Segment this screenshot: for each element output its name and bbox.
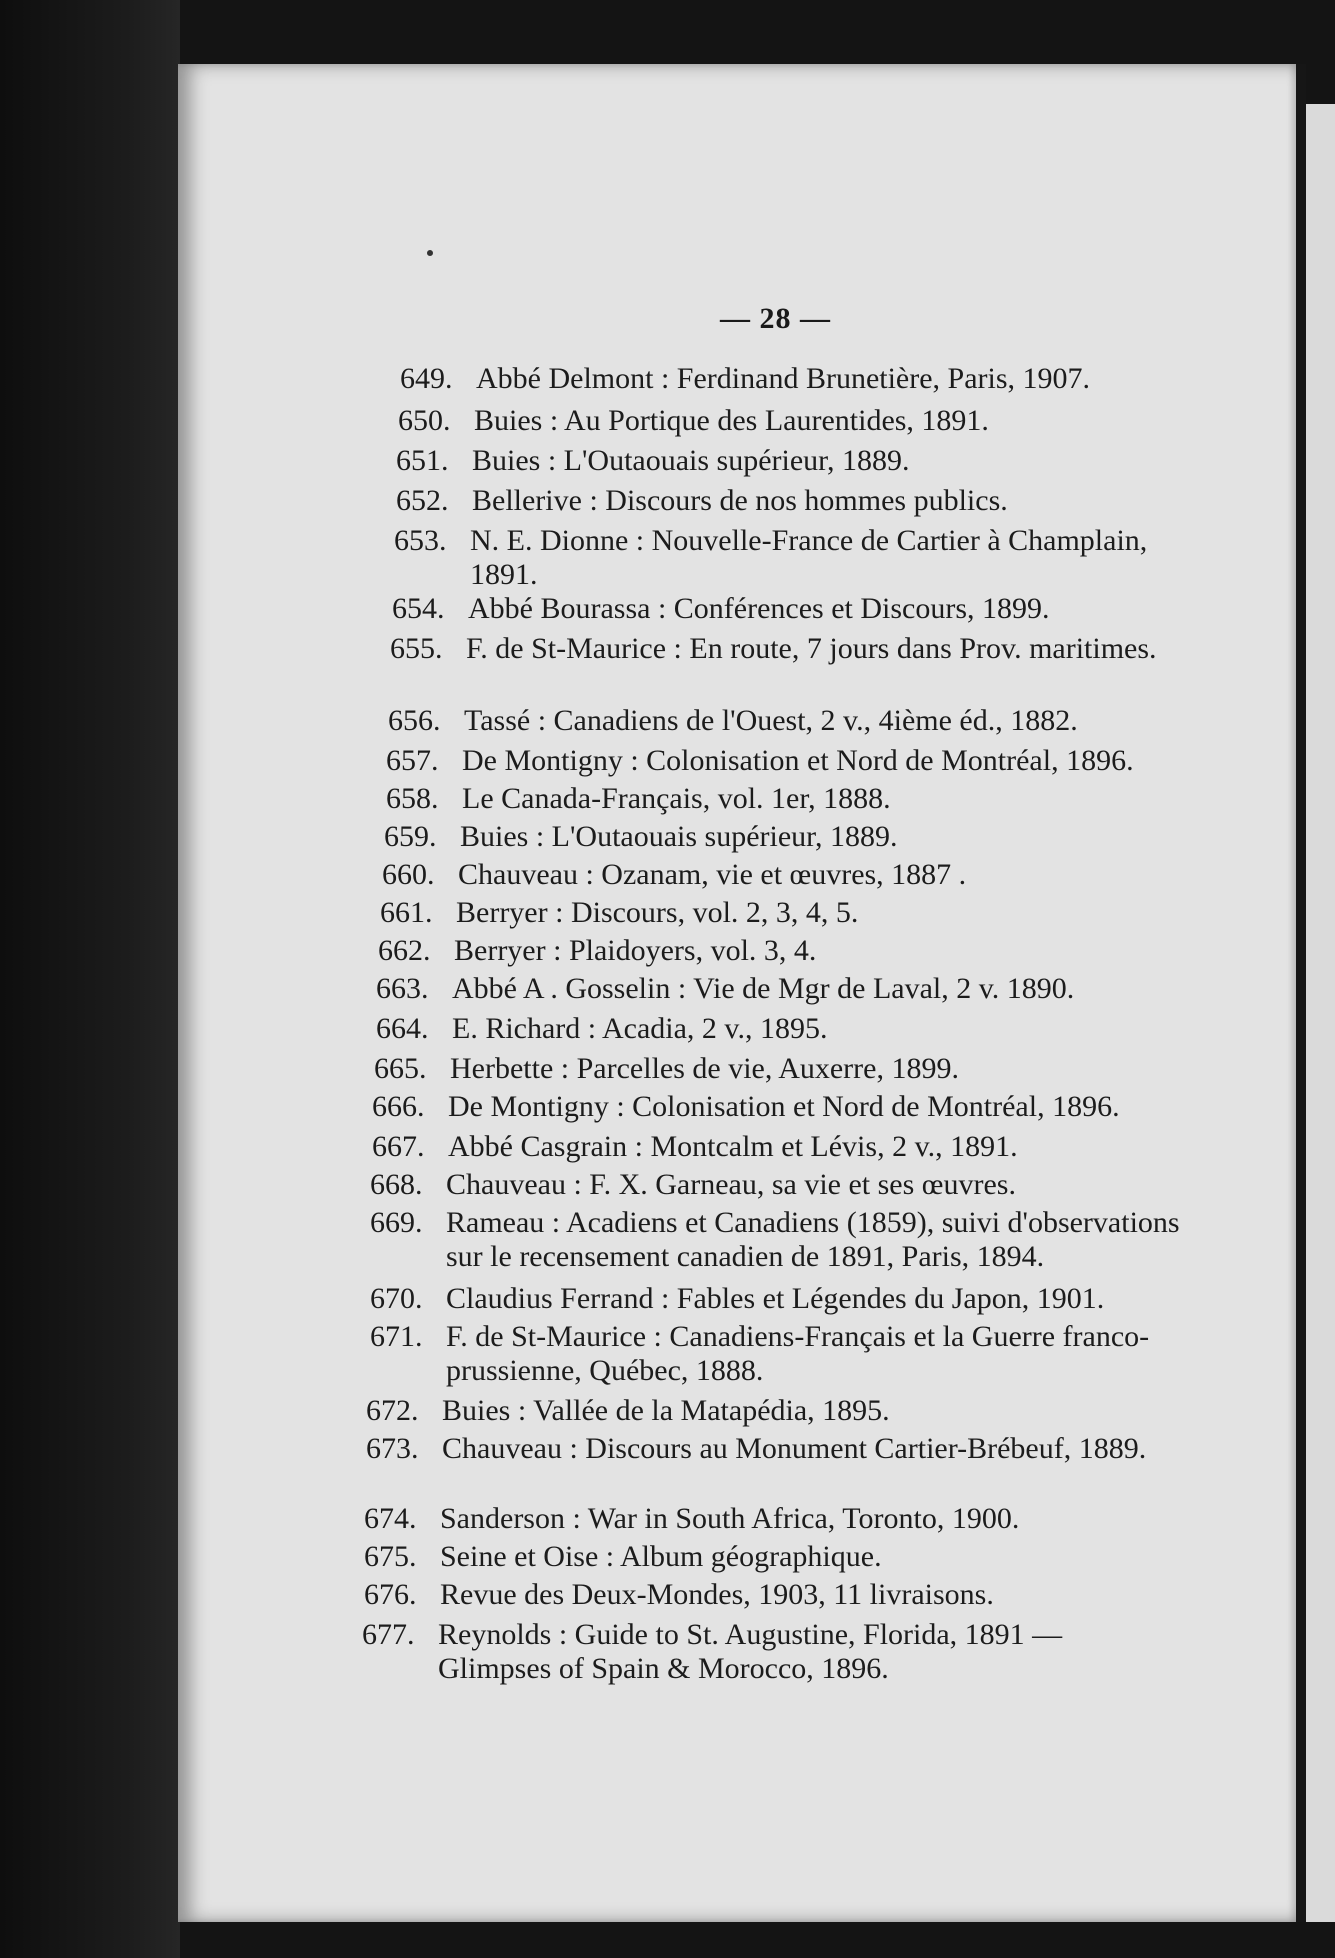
entry-number: 669. <box>370 1206 423 1239</box>
entry-number: 660. <box>382 858 435 891</box>
entry-number: 668. <box>370 1168 423 1201</box>
entry-text: Tassé : Canadiens de l'Ouest, 2 v., 4ième éd., 1882. <box>464 704 1078 737</box>
entry-number: 661. <box>380 896 433 929</box>
entry-number: 649. <box>400 362 453 395</box>
entry-text: Rameau : Acadiens et Canadiens (1859), suivi d'observations sur le recensement canadien de 1891, Paris, 1894. <box>446 1206 1180 1273</box>
entry-text: Berryer : Discours, vol. 2, 3, 4, 5. <box>456 896 859 929</box>
entry-text: Buies : Vallée de la Matapédia, 1895. <box>442 1394 890 1427</box>
entry-number: 671. <box>370 1320 423 1353</box>
entry-text: Seine et Oise : Album géographique. <box>440 1540 882 1573</box>
entry-text: Sanderson : War in South Africa, Toronto, 1900. <box>440 1502 1020 1535</box>
entry-text: Buies : L'Outaouais supérieur, 1889. <box>460 820 898 853</box>
entry-number: 675. <box>364 1540 417 1573</box>
entry-number: 651. <box>396 444 449 477</box>
entry-number: 663. <box>376 972 429 1005</box>
entry-number: 667. <box>372 1130 425 1163</box>
entry-text: Abbé Bourassa : Conférences et Discours, 1899. <box>468 592 1050 625</box>
entry-number: 676. <box>364 1578 417 1611</box>
entry-text: Abbé Delmont : Ferdinand Brunetière, Paris, 1907. <box>476 362 1091 395</box>
entry-text: Reynolds : Guide to St. Augustine, Florida, 1891 — Glimpses of Spain & Morocco, 1896. <box>438 1618 1063 1685</box>
entry-text: Herbette : Parcelles de vie, Auxerre, 1899. <box>450 1052 959 1085</box>
entry-text: Abbé Casgrain : Montcalm et Lévis, 2 v., 1891. <box>448 1130 1018 1163</box>
entry-number: 673. <box>366 1432 419 1465</box>
entry-text: De Montigny : Colonisation et Nord de Montréal, 1896. <box>448 1090 1120 1123</box>
entry-number: 650. <box>398 404 451 437</box>
entry-number: 664. <box>376 1012 429 1045</box>
entry-text: Buies : L'Outaouais supérieur, 1889. <box>472 444 910 477</box>
entry-text: N. E. Dionne : Nouvelle-France de Cartier à Champlain, 1891. <box>470 524 1148 591</box>
entry-number: 653. <box>394 524 447 557</box>
entry-number: 657. <box>386 744 439 777</box>
entry-text: Buies : Au Portique des Laurentides, 1891. <box>474 404 989 437</box>
entry-number: 655. <box>390 632 443 665</box>
entry-number: 672. <box>366 1394 419 1427</box>
entry-text: Le Canada-Français, vol. 1er, 1888. <box>462 782 891 815</box>
entry-text: Bellerive : Discours de nos hommes publics. <box>472 484 1008 517</box>
entry-text: Claudius Ferrand : Fables et Légendes du Japon, 1901. <box>446 1282 1105 1315</box>
entry-number: 662. <box>378 934 431 967</box>
entry-number: 670. <box>370 1282 423 1315</box>
entry-text: Abbé A . Gosselin : Vie de Mgr de Laval, 2 v. 1890. <box>452 972 1075 1005</box>
entry-number: 652. <box>396 484 449 517</box>
entry-text: Revue des Deux-Mondes, 1903, 11 livraisons. <box>440 1578 994 1611</box>
entry-number: 677. <box>362 1618 415 1651</box>
entry-text: Chauveau : Discours au Monument Cartier-Brébeuf, 1889. <box>442 1432 1147 1465</box>
entry-number: 654. <box>392 592 445 625</box>
entry-text: Berryer : Plaidoyers, vol. 3, 4. <box>454 934 817 967</box>
entry-number: 665. <box>374 1052 427 1085</box>
entry-text: E. Richard : Acadia, 2 v., 1895. <box>452 1012 828 1045</box>
entry-text: F. de St-Maurice : Canadiens-Français et la Guerre franco-prussienne, Québec, 1888. <box>446 1320 1150 1387</box>
entry-number: 659. <box>384 820 437 853</box>
page-number: — 28 — <box>720 302 831 335</box>
entry-number: 658. <box>386 782 439 815</box>
entry-text: F. de St-Maurice : En route, 7 jours dans Prov. maritimes. <box>466 632 1157 665</box>
entry-number: 674. <box>364 1502 417 1535</box>
entry-text: Chauveau : F. X. Garneau, sa vie et ses œuvres. <box>446 1168 1016 1201</box>
entry-text: De Montigny : Colonisation et Nord de Montréal, 1896. <box>462 744 1134 777</box>
entry-text: Chauveau : Ozanam, vie et œuvres, 1887 . <box>458 858 967 891</box>
entry-number: 666. <box>372 1090 425 1123</box>
entry-number: 656. <box>388 704 441 737</box>
